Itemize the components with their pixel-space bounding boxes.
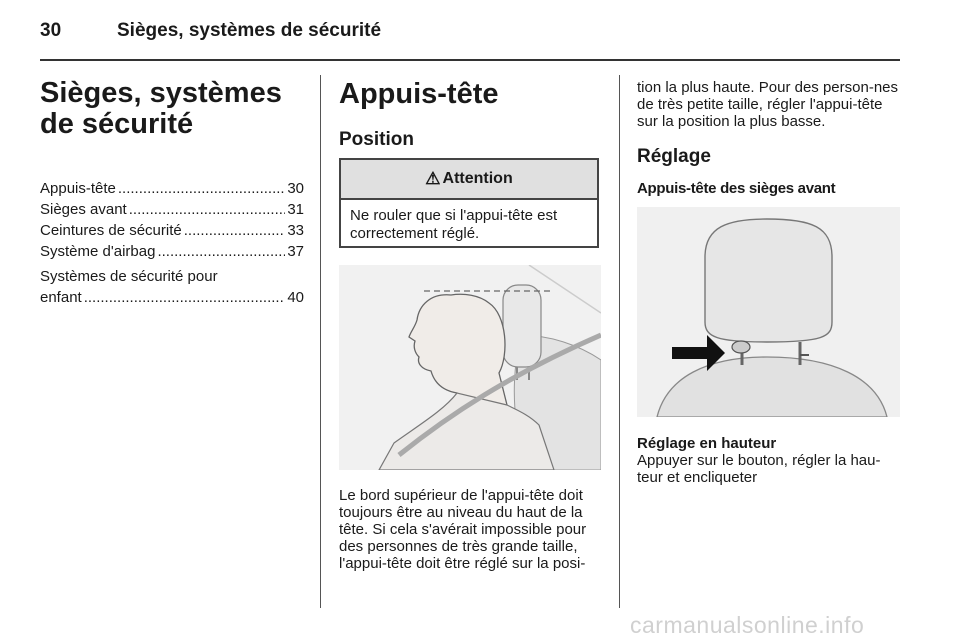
toc-label: Ceintures de sécurité (40, 222, 182, 239)
watermark: carmanualsonline.info (630, 612, 865, 638)
headrest-position-illustration (339, 265, 601, 470)
caption-text: Appuyer sur le bouton, régler la hau-teur et encliqueter (637, 452, 881, 486)
paragraph-position: Le bord supérieur de l'appui-tête doit toujours être au niveau du haut de la tête. Si cela s'avérait impossible pour des personnes de très grande taille, l'appui-tête doit être réglé sur la posi- (339, 487, 587, 572)
subheading-reglage: Réglage (637, 146, 711, 167)
heading-appuis-tete: Appuis-tête (339, 78, 499, 110)
toc-leader (184, 220, 286, 241)
subheading-position: Position (339, 129, 414, 150)
toc-entry[interactable] (40, 241, 304, 262)
toc-entry[interactable] (40, 220, 304, 241)
headrest-adjustment-illustration (637, 207, 900, 417)
column-separator-2 (619, 75, 620, 608)
toc-leader (118, 178, 285, 199)
toc-label: Systèmes de sécurité pour (40, 268, 218, 285)
section-title: Sièges, systèmes de sécurité (40, 77, 282, 140)
paragraph-position-cont: tion la plus haute. Pour des person-nes de très petite taille, régler l'appui-tête sur la position la plus basse. (637, 79, 898, 130)
toc-label-cont: enfant (40, 289, 82, 306)
toc-page: 40 (287, 289, 304, 306)
subheading-front-seats: Appuis-tête des sièges avant (637, 180, 836, 197)
caption-title: Réglage en hauteur (637, 435, 777, 452)
page-number: 30 (40, 20, 62, 41)
warning-triangle-icon: ⚠ (425, 169, 441, 188)
toc-page: 31 (287, 201, 304, 218)
toc-entry[interactable] (40, 178, 304, 199)
warning-box (339, 158, 599, 248)
header-rule (40, 59, 900, 61)
warning-header (341, 160, 597, 200)
toc-entry[interactable] (40, 199, 304, 220)
toc-label: Sièges avant (40, 201, 127, 218)
toc-entry[interactable] (40, 266, 304, 308)
toc-page: 37 (287, 243, 304, 260)
warning-text: Ne rouler que si l'appui-tête est correctement réglé. (350, 207, 558, 242)
column-separator-1 (320, 75, 321, 608)
warning-title: Attention (442, 170, 513, 187)
toc-leader (84, 287, 286, 308)
table-of-contents (40, 178, 304, 308)
toc-page: 30 (287, 180, 304, 197)
running-header-title: Sièges, systèmes de sécurité (117, 20, 382, 41)
toc-page: 33 (287, 222, 304, 239)
toc-leader (157, 241, 285, 262)
toc-leader (129, 199, 286, 220)
toc-label: Appuis-tête (40, 180, 116, 197)
toc-label: Système d'airbag (40, 243, 156, 260)
